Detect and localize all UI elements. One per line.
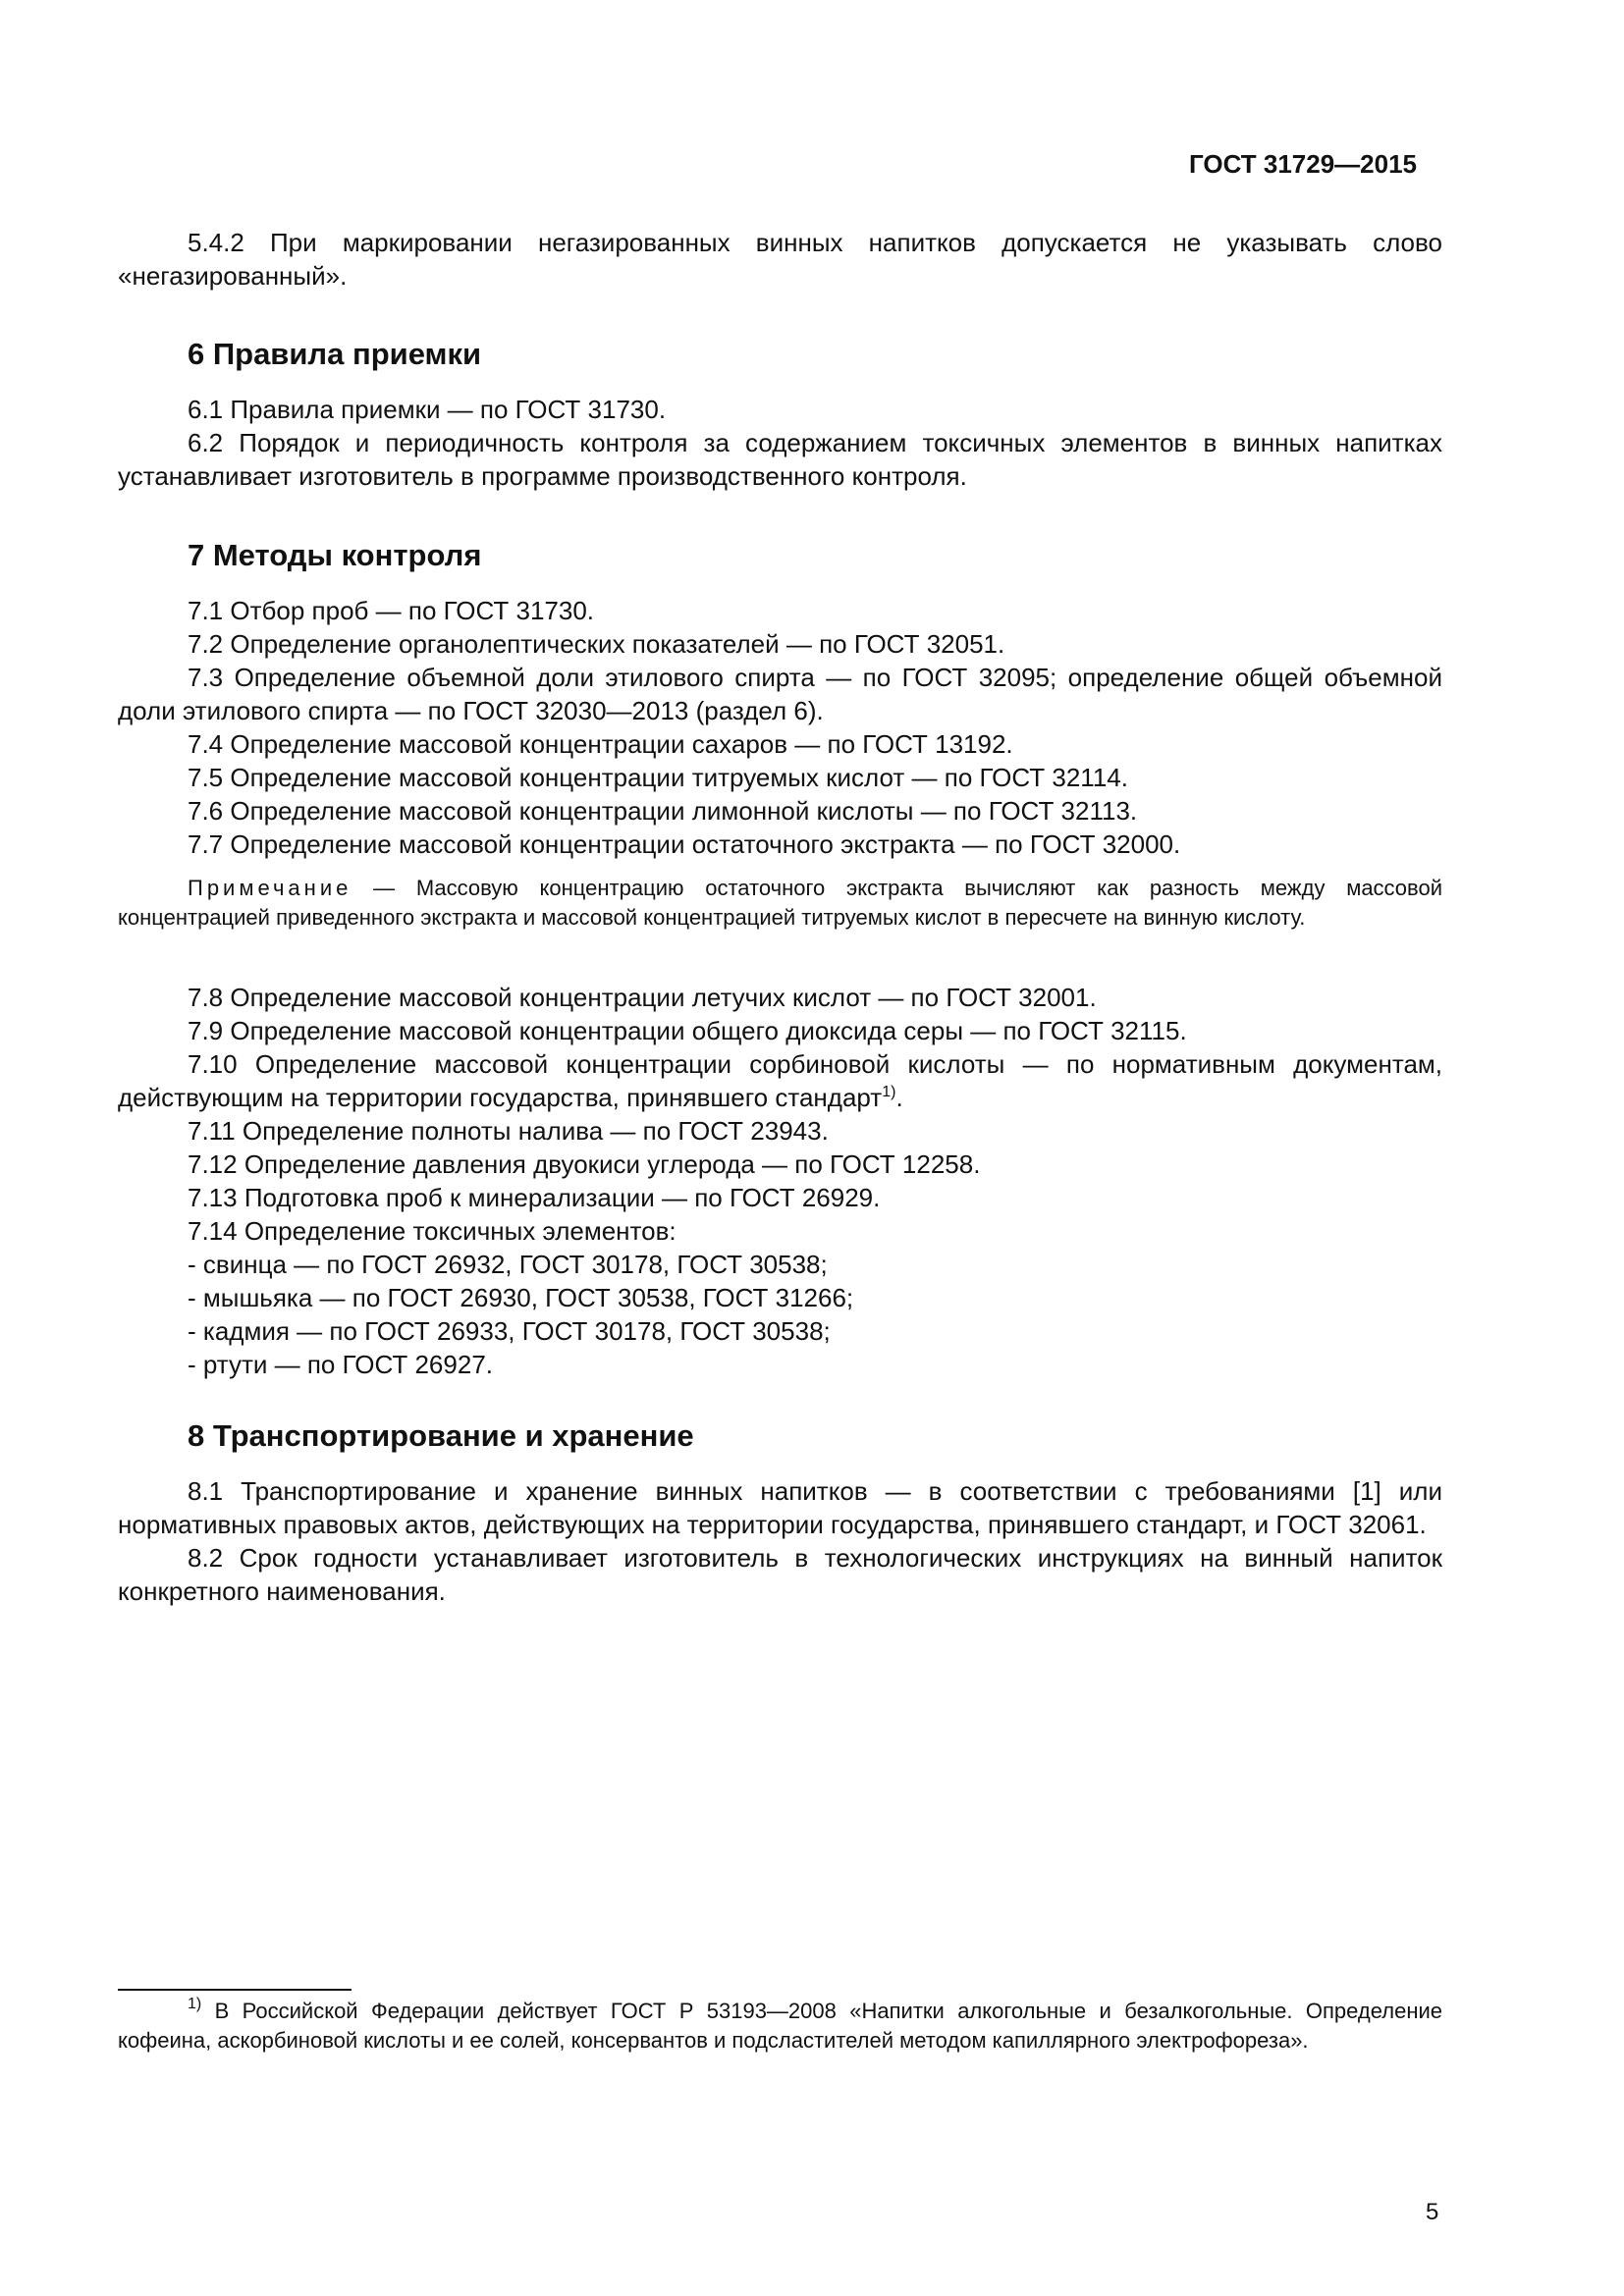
- note-label: Примечание: [188, 876, 352, 900]
- list-item-arsenic: - мышьяка — по ГОСТ 26930, ГОСТ 30538, ГОСТ 31266;: [188, 1283, 854, 1312]
- section-6-title: 6 Правила приемки: [188, 337, 482, 371]
- section-7-title: 7 Методы контроля: [188, 538, 482, 572]
- standard-header: ГОСТ 31729—2015: [1189, 149, 1417, 179]
- clause-7-10: [118, 1047, 1442, 1114]
- clause-7-7: 7.7 Определение массовой концентрации остаточного экстракта — по ГОСТ 32000.: [188, 829, 1181, 859]
- clause-5-4-2: 5.4.2 При маркировании негазированных винных напитков допускается не указывать слово «негазированный».: [118, 228, 1442, 291]
- section-8-body: [118, 1474, 1442, 1608]
- section-7-body-continued: [118, 981, 1442, 1381]
- clause-8-2: 8.2 Срок годности устанавливает изготовитель в технологических инструкциях на винный напиток конкретного наименования.: [118, 1543, 1442, 1606]
- footnote-ref: 1): [882, 1084, 896, 1100]
- clause-6-1: 6.1 Правила приемки — по ГОСТ 31730.: [188, 395, 667, 424]
- clause-7-4: 7.4 Определение массовой концентрации сахаров — по ГОСТ 13192.: [188, 729, 1013, 759]
- section-8-title: 8 Транспортирование и хранение: [188, 1418, 694, 1453]
- clause-7-2: 7.2 Определение органолептических показателей — по ГОСТ 32051.: [188, 629, 1005, 659]
- list-item-lead: - свинца — по ГОСТ 26932, ГОСТ 30178, ГОСТ 30538;: [188, 1250, 828, 1279]
- section-7-body: [118, 594, 1442, 861]
- clause-7-13: 7.13 Подготовка проб к минерализации — по ГОСТ 26929.: [188, 1183, 881, 1212]
- clause-7-9: 7.9 Определение массовой концентрации общего диоксида серы — по ГОСТ 32115.: [188, 1016, 1187, 1045]
- footnote-divider: [118, 1989, 352, 1991]
- page-number: 5: [1426, 2199, 1439, 2225]
- clause-7-14: 7.14 Определение токсичных элементов:: [188, 1216, 677, 1246]
- footnote-marker: 1): [188, 1996, 202, 2012]
- clause-7-11: 7.11 Определение полноты налива — по ГОСТ 23943.: [188, 1116, 829, 1146]
- clause-7-6: 7.6 Определение массовой концентрации лимонной кислоты — по ГОСТ 32113.: [188, 796, 1138, 826]
- clause-6-2: 6.2 Порядок и периодичность контроля за содержанием токсичных элементов в винных напитках устанавливает изготовитель в программе производственного контроля.: [118, 428, 1442, 491]
- clause-7-10-text: 7.10 Определение массовой концентрации сорбиновой кислоты — по нормативным документам, действующим на территории государства, принявшего стандарт: [118, 1049, 1442, 1112]
- clause-7-8: 7.8 Определение массовой концентрации летучих кислот — по ГОСТ 32001.: [188, 983, 1097, 1012]
- section-6-body: [118, 393, 1442, 493]
- list-item-mercury: - ртути — по ГОСТ 26927.: [188, 1350, 493, 1379]
- clause-7-12: 7.12 Определение давления двуокиси углерода — по ГОСТ 12258.: [188, 1149, 981, 1179]
- note-text: — Массовую концентрацию остаточного экстракта вычисляют как разность между массовой концентрацией приведенного экстракта и массовой концентрацией титруемых кислот в пересчете на винную кислоту.: [118, 876, 1442, 930]
- clause-7-10-end: .: [895, 1083, 903, 1112]
- list-item-cadmium: - кадмия — по ГОСТ 26933, ГОСТ 30178, ГОСТ 30538;: [188, 1316, 831, 1346]
- clause-7-5: 7.5 Определение массовой концентрации титруемых кислот — по ГОСТ 32114.: [188, 763, 1128, 792]
- clause-7-3: 7.3 Определение объемной доли этилового спирта — по ГОСТ 32095; определение общей объемной доли этилового спирта — по ГОСТ 32030—2013 (раздел 6).: [118, 663, 1442, 725]
- clause-7-1: 7.1 Отбор проб — по ГОСТ 31730.: [188, 596, 595, 625]
- footnote-text: В Российской Федерации действует ГОСТ Р 53193—2008 «Напитки алкогольные и безалкогольные. Определение кофеина, аскорбиновой кислоты и ее солей, консервантов и подсластителей методом капиллярного электрофореза».: [118, 1999, 1442, 2053]
- clause-8-1: 8.1 Транспортирование и хранение винных напитков — в соответствии с требованиями [1] или нормативных правовых актов, действующих на территории государства, принявшего стандарт, и ГОСТ 32061.: [118, 1476, 1442, 1539]
- note: [118, 874, 1442, 933]
- footnote: [118, 1997, 1442, 2056]
